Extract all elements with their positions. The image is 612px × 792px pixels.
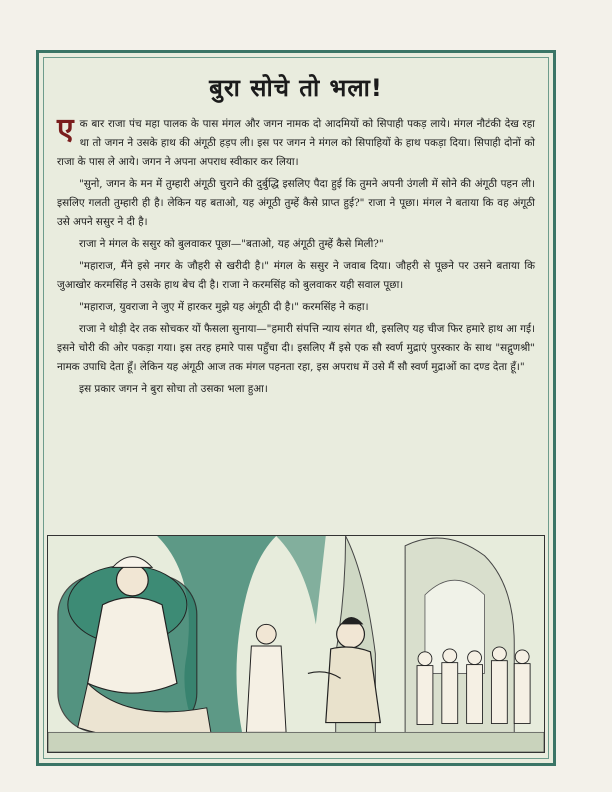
story-title: बुरा सोचे तो भला! [209,74,383,102]
paragraph-5: "महाराज, युवराजा ने जुए में हारकर मुझे यह अंगूठी दी है।" करमसिंह ने कहा। [79,301,369,313]
court-scene-illustration [47,535,545,753]
story-text [57,112,535,402]
story-page [36,50,556,766]
court-scene-drawing [48,536,544,752]
paragraph-2: "सुनो, जगन के मन में तुम्हारी अंगूठी चुराने की दुर्बुद्धि इसलिए पैदा हुई कि तुमने अपनी उंगली में सोने की अंगूठी पहन ली। इसलिए गलती तुम्हारी ही है। लेकिन यह बताओ, यह अंगूठी तुम्हें कैसे प्राप्त हुई?" राजा ने पूछा। मंगल ने बताया कि वह अंगूठी उसे अपने ससुर ने दी है। [57,178,535,228]
paragraph-1-text: क बार राजा पंच महा पालक के पास मंगल और जगन नामक दो आदमियों को सिपाही पकड़ लाये। मंगल नौटंकी देख रहा था तो जगन ने उसके हाथ की अंगूठी हड़प ली। इस पर जगन ने मंगल को सिपाहियों के हाथ पकड़ा दिया। सिपाही दोनों को राजा के पास ले आये। जगन ने अपना अपराध स्वीकार कर लिया। [57,118,535,168]
paragraph-3: राजा ने मंगल के ससुर को बुलवाकर पूछा—"बताओ, यह अंगूठी तुम्हें कैसे मिली?" [79,238,384,250]
paragraph-6: राजा ने थोड़ी देर तक सोचकर यों फैसला सुनाया—"हमारी संपत्ति न्याय संगत थी, इसलिए यह चीज फिर हमारे हाथ आ गई। इसने चोरी की ओर पकड़ा गया। इस तरह हमारे पास पहुँचा दी। इसलिए मैं इसे एक सौ स्वर्ण मुद्राएं पुरस्कार के साथ "सद्गुणश्री" नामक उपाधि देता हूँ। लेकिन यह अंगूठी आज तक मंगल पहनता रहा, इस अपराध में उसे मैं सौ स्वर्ण मुद्राओं का दण्ड देता हूँ।" [57,323,535,373]
paragraph-1 [57,112,535,172]
paragraph-7: इस प्रकार जगन ने बुरा सोचा तो उसका भला हुआ। [79,383,268,395]
dropcap-letter: ए [57,112,74,147]
paragraph-4: "महाराज, मैंने इसे नगर के जौहरी से खरीदी है।" मंगल के ससुर ने जवाब दिया। जौहरी से पूछने पर उसने बताया कि जुआखोर करमसिंह ने उसके हाथ बेच दी है। राजा ने करमसिंह को बुलवाकर यही सवाल पूछा। [57,260,535,291]
